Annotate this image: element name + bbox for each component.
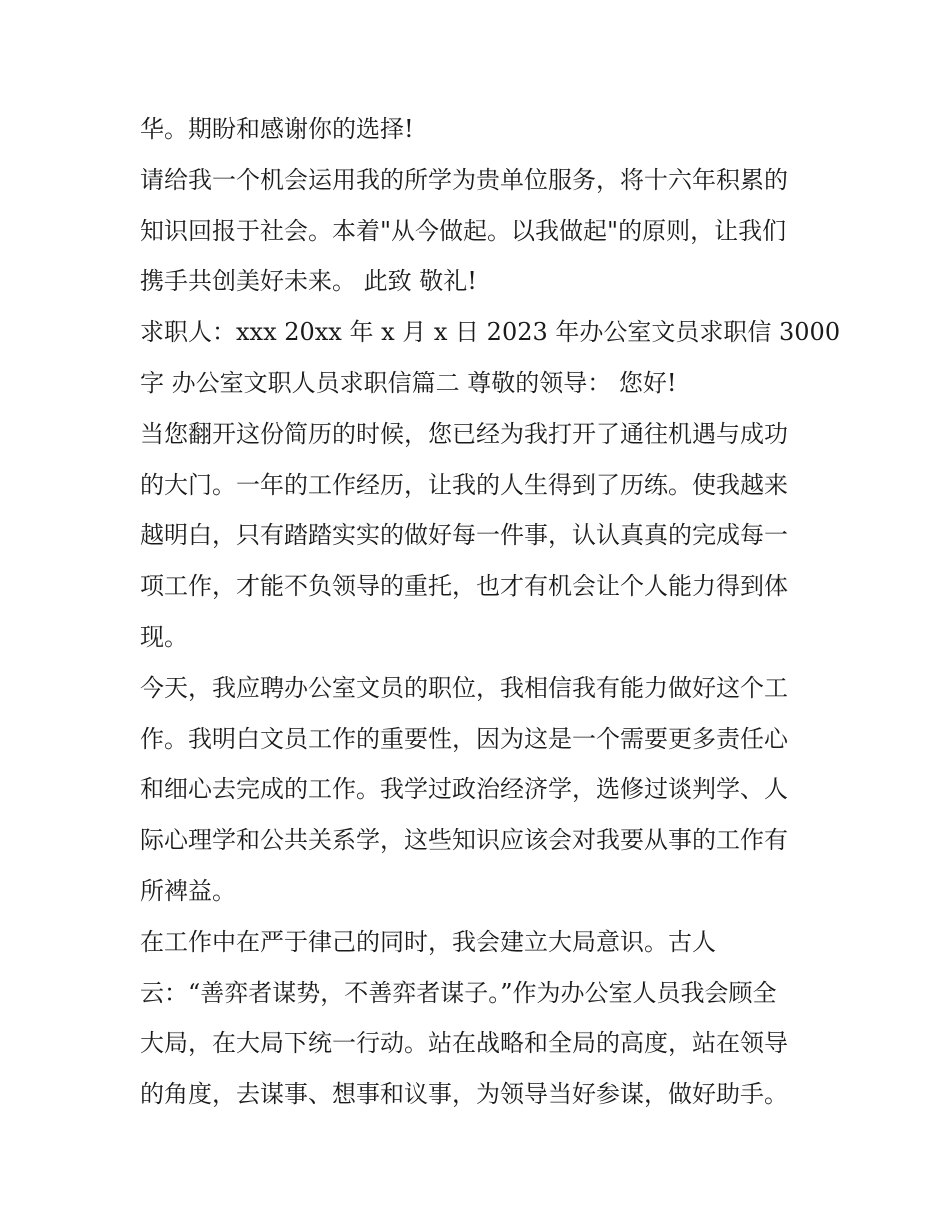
text-line: 云：“善弈者谋势，不善弈者谋子。”作为办公室人员我会顾全: [140, 978, 777, 1007]
text-line: 携手共创美好未来。 此致 敬礼!: [140, 267, 477, 296]
text-line: 现。: [140, 622, 188, 651]
text-line: 的角度，去谋事、想事和议事，为领导当好参谋，做好助手。: [140, 1080, 788, 1109]
text-line: 今天，我应聘办公室文员的职位，我相信我有能力做好这个工: [140, 673, 788, 702]
text-line: 当您翻开这份简历的时候，您已经为我打开了通往机遇与成功: [140, 419, 788, 448]
text-line: 大局，在大局下统一行动。站在战略和全局的高度，站在领导: [140, 1029, 788, 1058]
text-line: 华。期盼和感谢你的选择!: [140, 115, 414, 143]
text-line: 字 办公室文职人员求职信篇二 尊敬的领导： 您好!: [140, 368, 677, 397]
text-line: 求职人：xxx 20xx 年 x 月 x 日 2023 年办公室文员求职信 3000: [140, 318, 841, 347]
text-line: 作。我明白文员工作的重要性，因为这是一个需要更多责任心: [140, 724, 788, 753]
text-line: 项工作，才能不负领导的重托，也才有机会让个人能力得到体: [140, 572, 788, 601]
text-line: 所裨益。: [140, 876, 236, 905]
text-line: 越明白，只有踏踏实实的做好每一件事，认认真真的完成每一: [140, 521, 788, 550]
document-body: [140, 108, 841, 1124]
text-line: 在工作中在严于律己的同时，我会建立大局意识。古人: [140, 927, 716, 956]
text-line: 知识回报于社会。本着"从今做起。以我做起"的原则，让我们: [140, 216, 787, 245]
text-line: 际心理学和公共关系学，这些知识应该会对我要从事的工作有: [140, 826, 788, 855]
text-line: 请给我一个机会运用我的所学为贵单位服务，将十六年积累的: [140, 165, 788, 194]
text-line: 的大门。一年的工作经历，让我的人生得到了历练。使我越来: [140, 470, 788, 499]
text-line: 和细心去完成的工作。我学过政治经济学，选修过谈判学、人: [140, 775, 788, 804]
